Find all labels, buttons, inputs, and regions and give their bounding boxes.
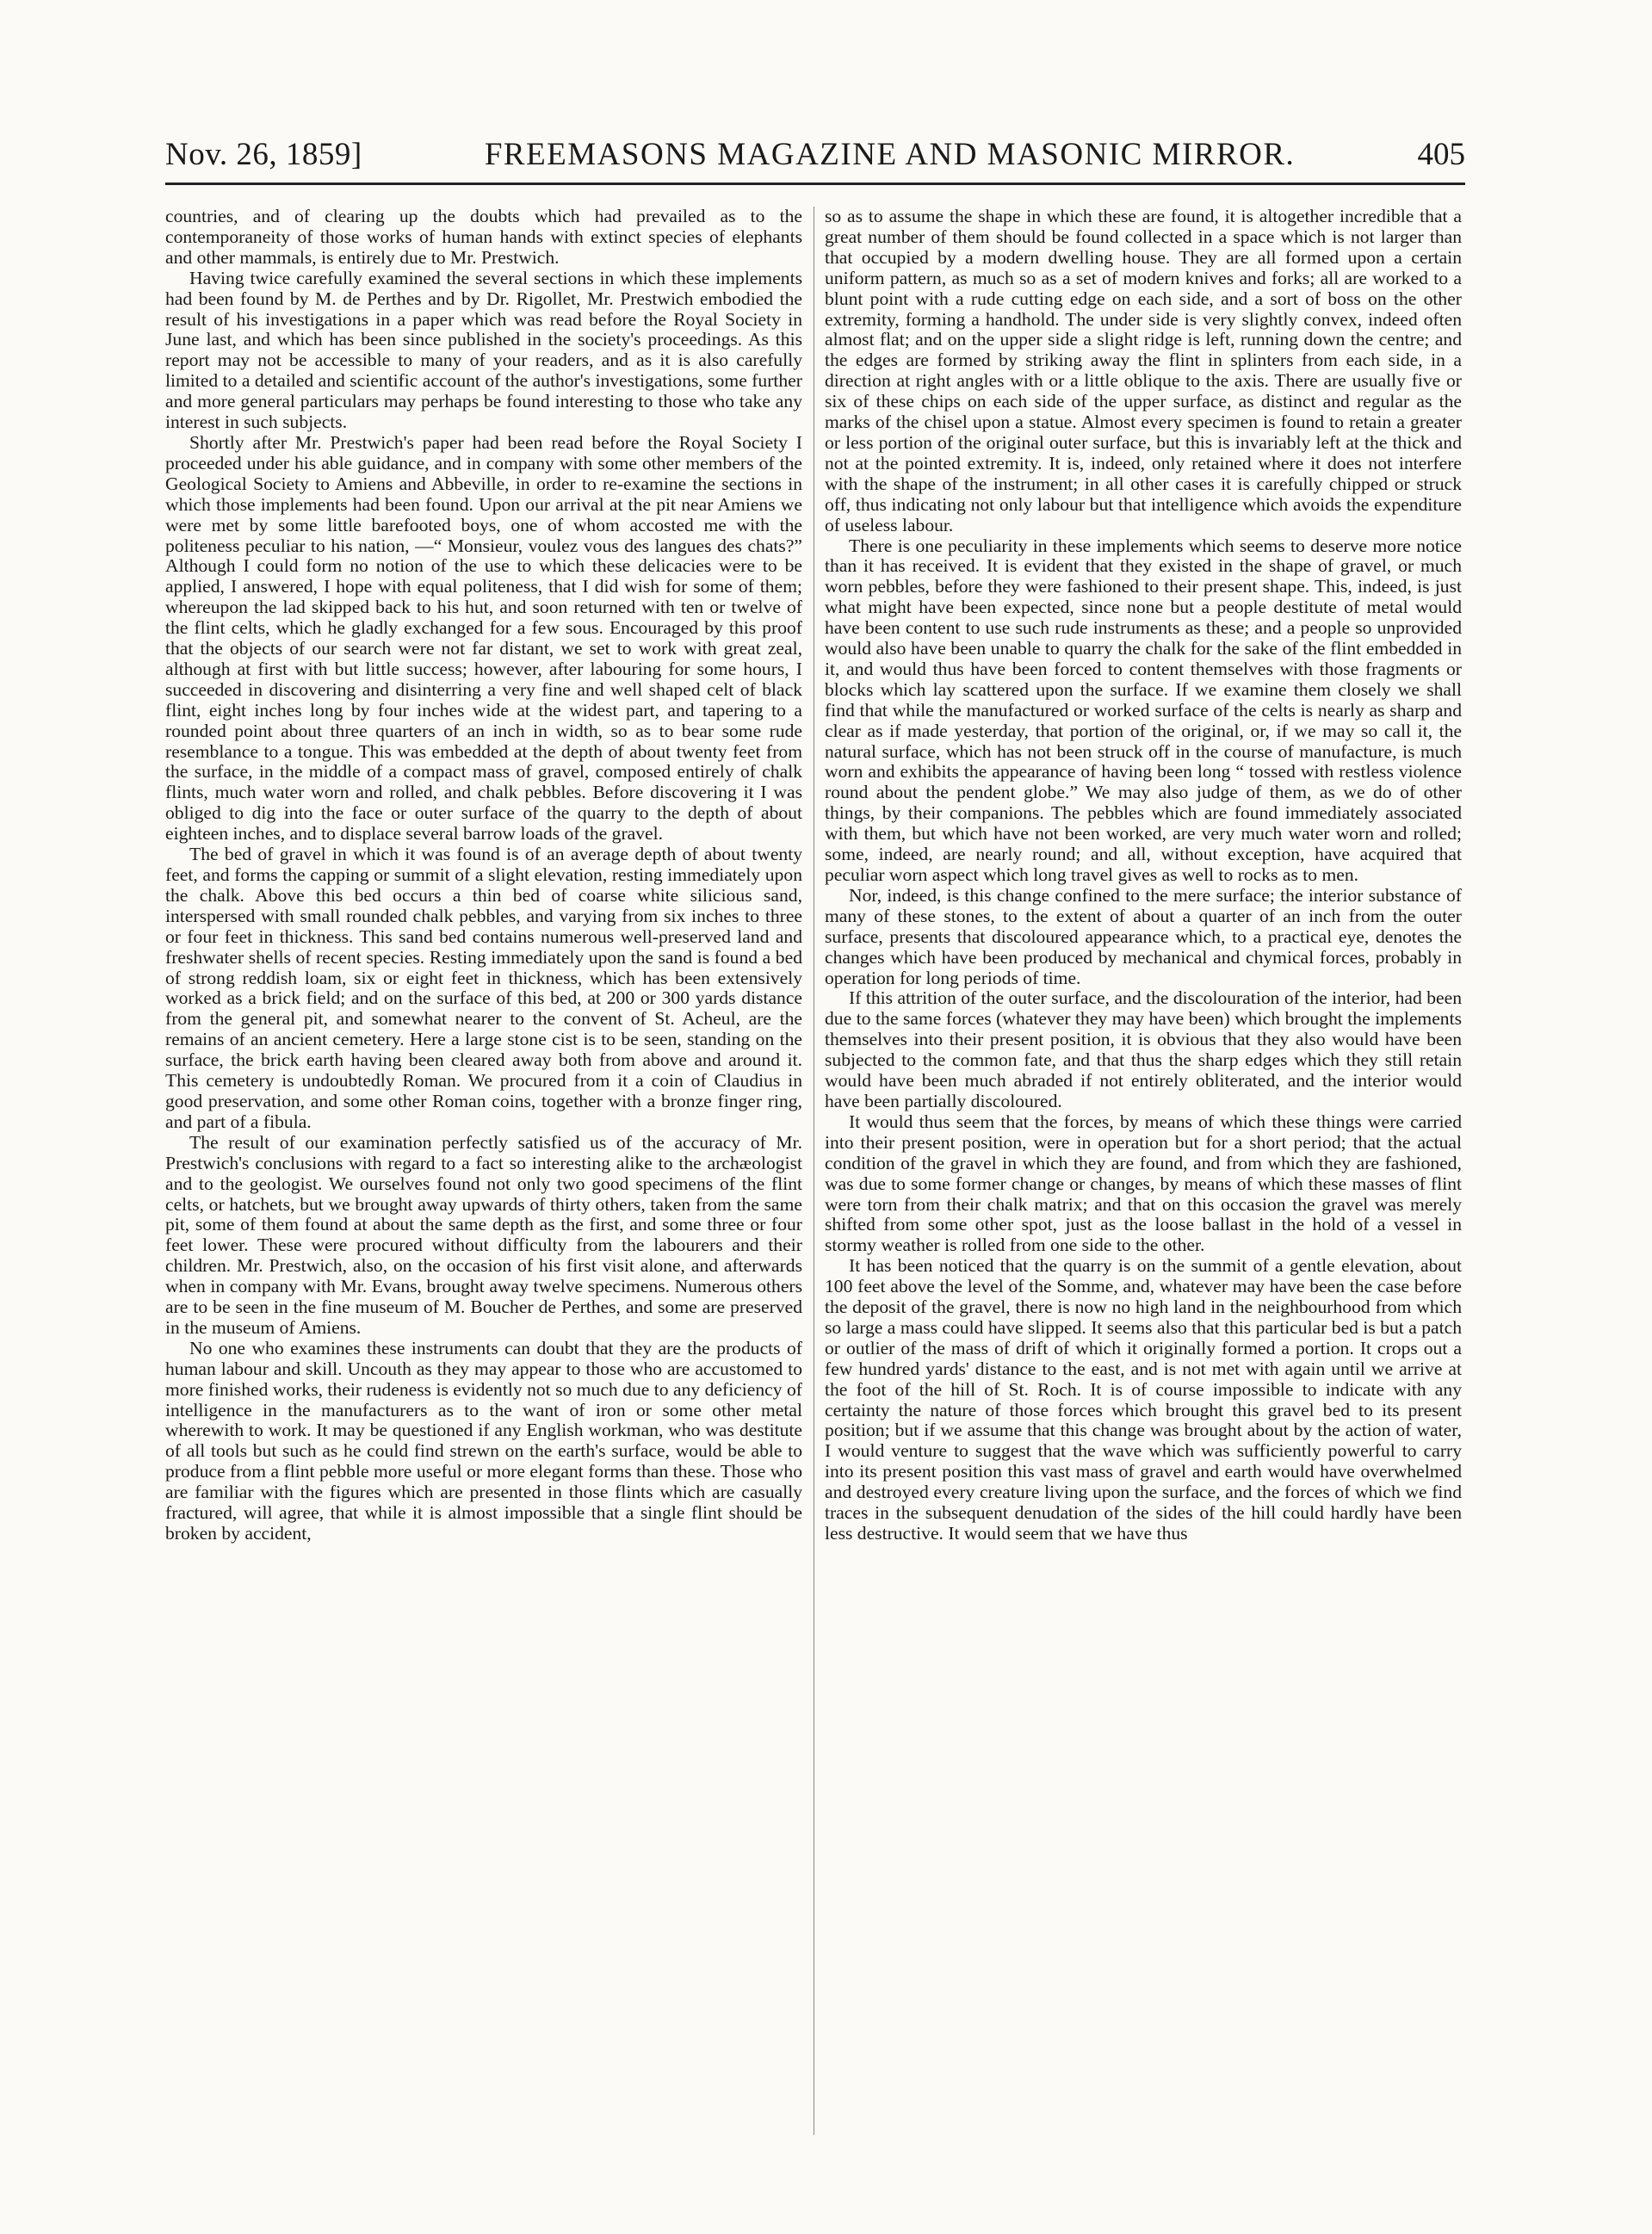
paragraph: so as to assume the shape in which these are found, it is altogether incredible that a great number of them should be found collected in a space which is not larger than that occupied by a modern dwelling house. They are all formed upon a certain uniform pattern, as much so as a set of modern knives and forks; all are worked to a blunt point with a rude cutting edge on each side, and a sort of boss on the other extremity, forming a handhold. The under side is very slightly convex, indeed often almost flat; and on the upper side a slight ridge is left, running down the centre; and the edges are formed by striking away the flint in splinters from each side, in a direction at right angles with or a little oblique to the axis. There are usually five or six of these chips on each side of the upper surface, as distinct and regular as the marks of the chisel upon a statue. Almost every specimen is found to retain a greater or less portion of the original outer surface, but this is invariably left at the thick and not at the pointed extremity. It is, indeed, only retained where it does not interfere with the shape of the instrument; in all other cases it is carefully chipped or struck off, thus indicating not only labour but that intelligence which avoids the expenditure of useless labour. (825, 207, 1462, 535)
left-column (165, 207, 802, 2135)
paragraph: There is one peculiarity in these implements which seems to deserve more notice than it has received. It is evident that they existed in the shape of gravel, or much worn pebbles, before they were fashioned to their present shape. This, indeed, is just what might have been expected, since none but a people destitute of metal would have been content to use such rude instruments as these; and a people so unprovided would also have been unable to quarry the chalk for the sake of the flint embedded in it, and would thus have been forced to content themselves with those fragments or blocks which lay scattered upon the surface. If we examine them closely we shall find that while the manufactured or worked surface of the celts is nearly as sharp and clear as if made yesterday, that portion of the original, or, if we may so call it, the natural surface, which has not been struck off in the course of manufacture, is much worn and exhibits the appearance of having been long “ tossed with restless violence round about the pendent globe.” We may also judge of them, as we do of other things, by their companions. The pebbles which are found immediately associated with them, but which have not been worked, are very much water worn and rolled; some, indeed, are nearly round; and all, without exception, have acquired that peculiar worn aspect which long travel gives as well to rocks as to men. (825, 535, 1462, 885)
paragraph: The bed of gravel in which it was found is of an average depth of about twenty feet, and forms the capping or summit of a slight elevation, resting immediately upon the chalk. Above this bed occurs a thin bed of coarse white silicious sand, interspersed with small rounded chalk pebbles, and varying from six inches to three or four feet in thickness. This sand bed contains numerous well-preserved land and freshwater shells of recent species. Resting immediately upon the sand is found a bed of strong reddish loam, six or eight feet in thickness, which has been extensively worked as a brick field; and on the surface of this bed, at 200 or 300 yards distance from the general pit, and somewhat nearer to the convent of St. Acheul, are the remains of an ancient cemetery. Here a large stone cist is to be seen, standing on the surface, the brick earth having been cleared away both from above and around it. This cemetery is undoubtedly Roman. We procured from it a coin of Claudius in good preservation, and some other Roman coins, together with a bronze finger ring, and part of a fibula. (165, 844, 802, 1132)
running-header (165, 136, 1465, 185)
paragraph: countries, and of clearing up the doubts which had prevailed as to the contemporaneity of those works of human hands with extinct species of elephants and other mammals, is entirely due to Mr. Prestwich. (165, 207, 802, 268)
paragraph: It has been noticed that the quarry is on the summit of a gentle elevation, about 100 feet above the level of the Somme, and, whatever may have been the case before the deposit of the gravel, there is now no high land in the neighbourhood from which so large a mass could have slipped. It seems also that this particular bed is but a patch or outlier of the mass of drift of which it originally formed a portion. It crops out a few hundred yards' distance to the east, and is not met with again until we arrive at the foot of the hill of St. Roch. It is of course impossible to indicate with any certainty the nature of those forces which brought this gravel bed to its present position; but if we assume that this change was brought about by the action of water, I would venture to suggest that the wave which was sufficiently powerful to carry into its present position this vast mass of gravel and earth would have overwhelmed and destroyed every creature living upon the surface, and the forces of which we find traces in the subsequent denudation of the sides of the hill could hardly have been less destructive. It would seem that we have thus (825, 1255, 1462, 1544)
page-number: 405 (1417, 137, 1465, 172)
paragraph: It would thus seem that the forces, by means of which these things were carried into their present position, were in operation but for a short period; that the actual condition of the gravel in which they are found, and from which they are fashioned, was due to some former change or changes, by means of which these masses of flint were torn from their chalk matrix; and that on this occasion the gravel was merely shifted from some other spot, just as the loose ballast in the hold of a vessel in stormy weather is rolled from one side to the other. (825, 1111, 1462, 1256)
paragraph: Having twice carefully examined the several sections in which these implements had been found by M. de Perthes and by Dr. Rigollet, Mr. Prestwich embodied the result of his investigations in a paper which was read before the Royal Society in June last, and which has been since published in the society's proceedings. As this report may not be accessible to many of your readers, and as it is also carefully limited to a detailed and scientific account of the author's investigations, some further and more general particulars may perhaps be found interesting to those who take any interest in such subjects. (165, 267, 802, 433)
paragraph: Nor, indeed, is this change confined to the mere surface; the interior substance of many of these stones, to the extent of about a quarter of an inch from the outer surface, presents that discoloured appearance which, to a practical eye, denotes the changes which have been produced by mechanical and chymical forces, probably in operation for long periods of time. (825, 884, 1462, 988)
publication-title: FREEMASONS MAGAZINE AND MASONIC MIRROR. (484, 137, 1296, 172)
issue-date: Nov. 26, 1859] (165, 137, 362, 172)
paragraph: Shortly after Mr. Prestwich's paper had been read before the Royal Society I proceeded under his able guidance, and in company with some other members of the Geological Society to Amiens and Abbeville, in order to re-examine the sections in which those implements had been found. Upon our arrival at the pit near Amiens we were met by some little barefooted boys, one of whom accosted me with the politeness peculiar to his nation, —“ Monsieur, voulez vous des langues des chats?” Although I could form no notion of the use to which these delicacies were to be applied, I answered, I hope with equal politeness, that I did wish for some of them; whereupon the lad skipped back to his hut, and soon returned with ten or twelve of the flint celts, which he gladly exchanged for a few sous. Encouraged by this proof that the objects of our search were not far distant, we set to work with great zeal, although at first with but little success; however, after labouring for some hours, I succeeded in discovering and disinterring a very fine and well shaped celt of black flint, eight inches long by four inches wide at the widest part, and tapering to a rounded point about three quarters of an inch in width, so as to bear some rude resemblance to a tongue. This was embedded at the depth of about twenty feet from the surface, in the middle of a compact mass of gravel, composed entirely of chalk flints, much water worn and rolled, and chalk pebbles. Before discovering it I was obliged to dig into the face or outer surface of the quarry to the depth of about eighteen inches, and to displace several barrow loads of the gravel. (165, 431, 802, 845)
paragraph: The result of our examination perfectly satisfied us of the accuracy of Mr. Prestwich's conclusions with regard to a fact so interesting alike to the archæologist and to the geologist. We ourselves found not only two good specimens of the flint celts, or hatchets, but we brought away upwards of thirty others, taken from the same pit, some of them found at about the same depth as the first, and some three or four feet lower. These were procured without difficulty from the labourers and their children. Mr. Prestwich, also, on the occasion of his first visit alone, and afterwards when in company with Mr. Evans, brought away twelve specimens. Numerous others are to be seen in the fine museum of M. Boucher de Perthes, and some are preserved in the museum of Amiens. (165, 1131, 802, 1338)
paragraph: No one who examines these instruments can doubt that they are the products of human labour and skill. Uncouth as they may appear to those who are accustomed to more finished works, their rudeness is evidently not so much due to any deficiency of intelligence in the manufacturers as to the want of iron or some other metal wherewith to work. It may be questioned if any English workman, who was destitute of all tools but such as he could find strewn on the earth's surface, would be able to produce from a flint pebble more useful or more elegant forms than these. Those who are familiar with the figures which are presented in those flints which are casually fractured, will agree, that while it is almost impossible that a single flint should be broken by accident, (165, 1337, 802, 1544)
right-column (825, 207, 1462, 2135)
paragraph: If this attrition of the outer surface, and the discolouration of the interior, had been due to the same forces (whatever they may have been) which brought the implements themselves into their present position, it is obvious that they also would have been subjected to the common fate, and that thus the sharp edges which they still retain would have been much abraded if not entirely obliterated, and the interior would have been partially discoloured. (825, 987, 1462, 1111)
